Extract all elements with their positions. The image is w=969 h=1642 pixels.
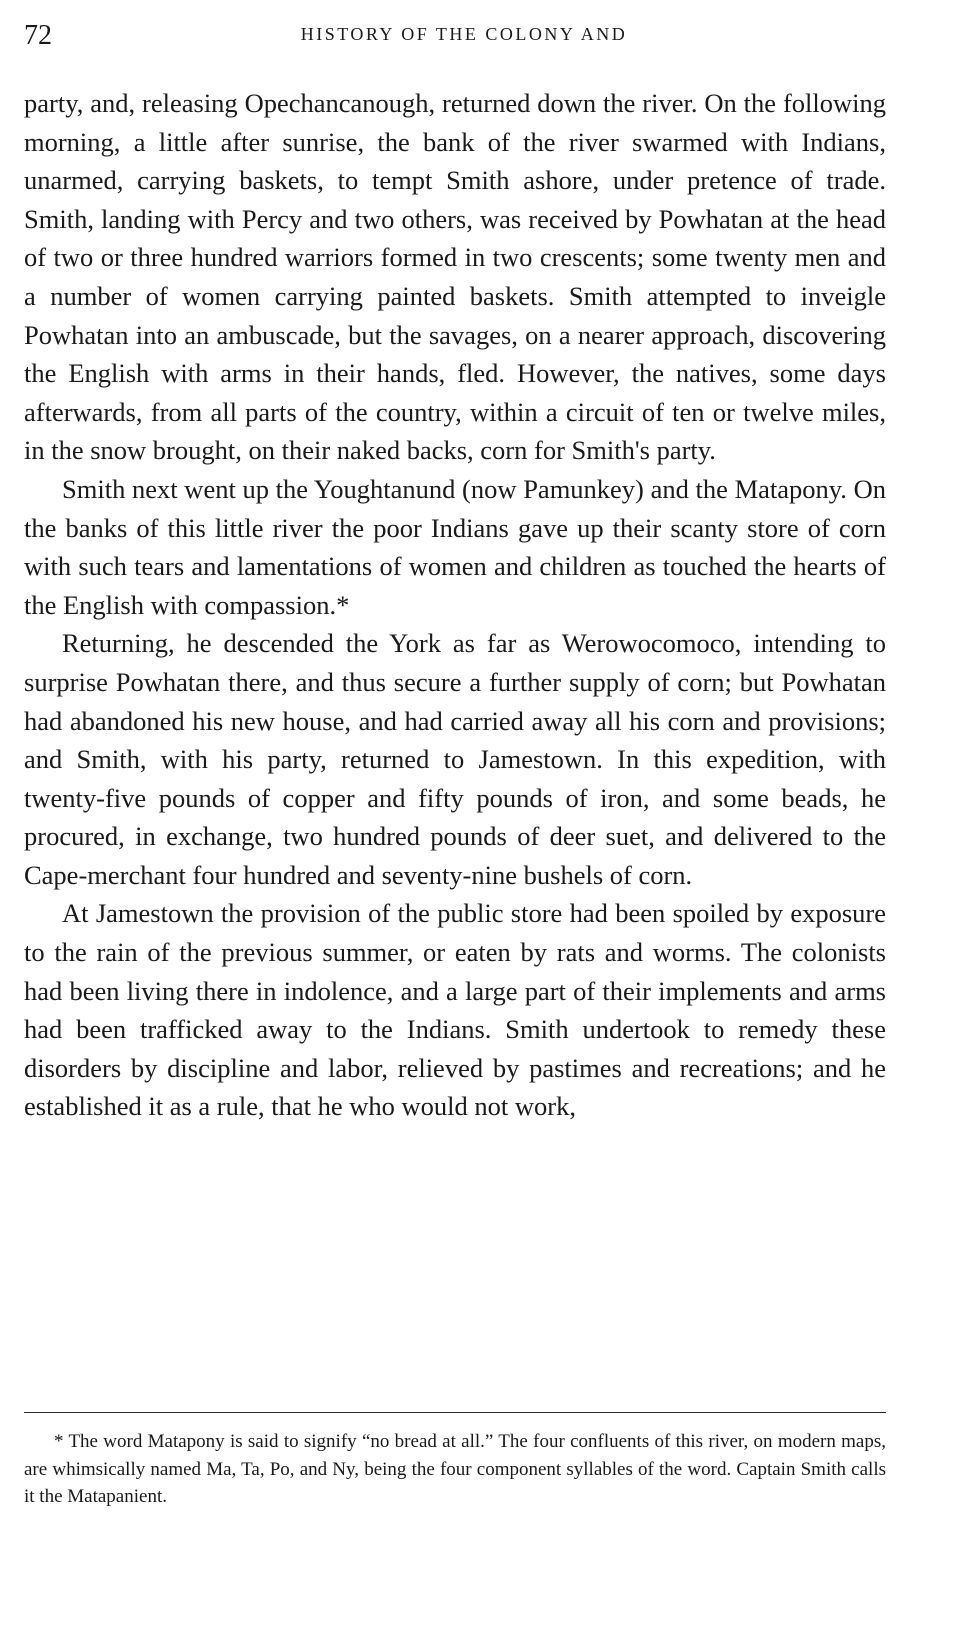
paragraph: Smith next went up the Youghtanund (now Pamunkey) and the Matapony. On the banks of this little river the poor Indians gave up their scanty store of corn with such tears and lamentations of women and children as touched the hearts of the English with compassion.* xyxy=(24,473,886,620)
footnote: * The word Matapony is said to signify “no bread at all.” The four confluents of this river, on modern maps, are whimsically named Ma, Ta, Po, and Ny, being the four component syllables of the word. Captain Smith calls it the Matapanient. xyxy=(24,1431,886,1507)
paragraph: At Jamestown the provision of the public store had been spoiled by exposure to the rain of the previous summer, or eaten by rats and worms. The colonists had been living there in indolence, and a large part of their implements and arms had been trafficked away to the Indians. Smith undertook to remedy these disorders by discipline and labor, relieved by pastimes and recreations; and he established it as a rule, that he who would not work, xyxy=(24,898,886,1122)
paragraph-continued: party, and, releasing Opechancanough, returned down the river. On the following morning, a little after sunrise, the bank of the river swarmed with Indians, unarmed, carrying baskets, to tempt Smith ashore, under pretence of trade. Smith, landing with Percy and two others, was received by Powhatan at the head of two or three hundred warriors formed in two crescents; some twenty men and a number of women carrying painted baskets. Smith attempted to inveigle Powhatan into an ambuscade, but the savages, on a nearer approach, discovering the English with arms in their hands, fled. However, the natives, some days afterwards, from all parts of the country, within a circuit of ten or twelve miles, in the snow brought, on their naked backs, corn for Smith's party. xyxy=(24,88,886,466)
page-header xyxy=(24,18,904,58)
footnote-divider xyxy=(24,1412,886,1413)
body-text xyxy=(24,84,886,1126)
page-number: 72 xyxy=(24,20,52,51)
running-head: HISTORY OF THE COLONY AND xyxy=(300,24,628,44)
paragraph: Returning, he descended the York as far as Werowocomoco, intending to surprise Powhatan there, and thus secure a further supply of corn; but Powhatan had abandoned his new house, and had carried away all his corn and provisions; and Smith, with his party, returned to Jamestown. In this expedition, with twenty-five pounds of copper and fifty pounds of iron, and some beads, he procured, in exchange, two hundred pounds of deer suet, and delivered to the Cape-merchant four hundred and seventy-nine bushels of corn. xyxy=(24,628,886,890)
